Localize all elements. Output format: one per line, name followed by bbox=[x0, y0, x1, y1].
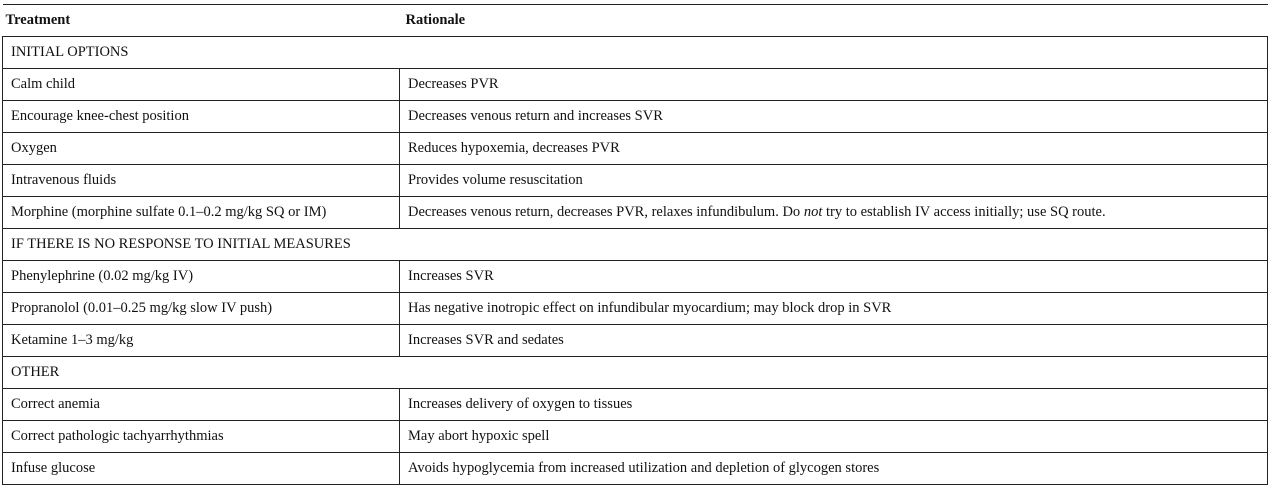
section-title: IF THERE IS NO RESPONSE TO INITIAL MEASURES bbox=[3, 229, 1268, 261]
treatment-cell: Oxygen bbox=[3, 133, 400, 165]
rationale-cell: Decreases PVR bbox=[400, 69, 1268, 101]
treatment-cell: Encourage knee-chest position bbox=[3, 101, 400, 133]
section-row bbox=[3, 37, 1268, 69]
rationale-text: try to establish IV access initially; use SQ route. bbox=[822, 204, 1106, 220]
rationale-cell: Provides volume resuscitation bbox=[400, 165, 1268, 197]
treatment-column-header: Treatment bbox=[3, 5, 400, 37]
treatment-cell: Phenylephrine (0.02 mg/kg IV) bbox=[3, 261, 400, 293]
table-row bbox=[3, 453, 1268, 485]
treatment-cell: Correct anemia bbox=[3, 389, 400, 421]
section-title: OTHER bbox=[3, 357, 1268, 389]
rationale-cell: Decreases venous return and increases SVR bbox=[400, 101, 1268, 133]
section-row bbox=[3, 357, 1268, 389]
table-row bbox=[3, 197, 1268, 229]
table-row bbox=[3, 421, 1268, 453]
table-row bbox=[3, 261, 1268, 293]
section-row bbox=[3, 229, 1268, 261]
rationale-cell: May abort hypoxic spell bbox=[400, 421, 1268, 453]
table-row bbox=[3, 165, 1268, 197]
treatment-cell: Infuse glucose bbox=[3, 453, 400, 485]
table-row bbox=[3, 325, 1268, 357]
rationale-cell: Avoids hypoglycemia from increased utilization and depletion of glycogen stores bbox=[400, 453, 1268, 485]
treatment-table bbox=[2, 4, 1268, 485]
treatment-cell: Morphine (morphine sulfate 0.1–0.2 mg/kg SQ or IM) bbox=[3, 197, 400, 229]
rationale-emphasis: not bbox=[803, 204, 823, 220]
treatment-cell: Correct pathologic tachyarrhythmias bbox=[3, 421, 400, 453]
table-row bbox=[3, 293, 1268, 325]
rationale-cell bbox=[400, 197, 1268, 229]
table-row bbox=[3, 101, 1268, 133]
treatment-cell: Intravenous fluids bbox=[3, 165, 400, 197]
rationale-cell: Reduces hypoxemia, decreases PVR bbox=[400, 133, 1268, 165]
treatment-cell: Calm child bbox=[3, 69, 400, 101]
treatment-cell: Propranolol (0.01–0.25 mg/kg slow IV push) bbox=[3, 293, 400, 325]
rationale-text: Decreases venous return, decreases PVR, relaxes infundibulum. Do bbox=[408, 204, 804, 220]
table-row bbox=[3, 133, 1268, 165]
rationale-cell: Increases delivery of oxygen to tissues bbox=[400, 389, 1268, 421]
header-row bbox=[3, 5, 1268, 37]
rationale-column-header: Rationale bbox=[400, 5, 1268, 37]
treatment-cell: Ketamine 1–3 mg/kg bbox=[3, 325, 400, 357]
rationale-cell: Increases SVR bbox=[400, 261, 1268, 293]
rationale-cell: Has negative inotropic effect on infundibular myocardium; may block drop in SVR bbox=[400, 293, 1268, 325]
table-row bbox=[3, 389, 1268, 421]
section-title: INITIAL OPTIONS bbox=[3, 37, 1268, 69]
rationale-cell: Increases SVR and sedates bbox=[400, 325, 1268, 357]
table-row bbox=[3, 69, 1268, 101]
